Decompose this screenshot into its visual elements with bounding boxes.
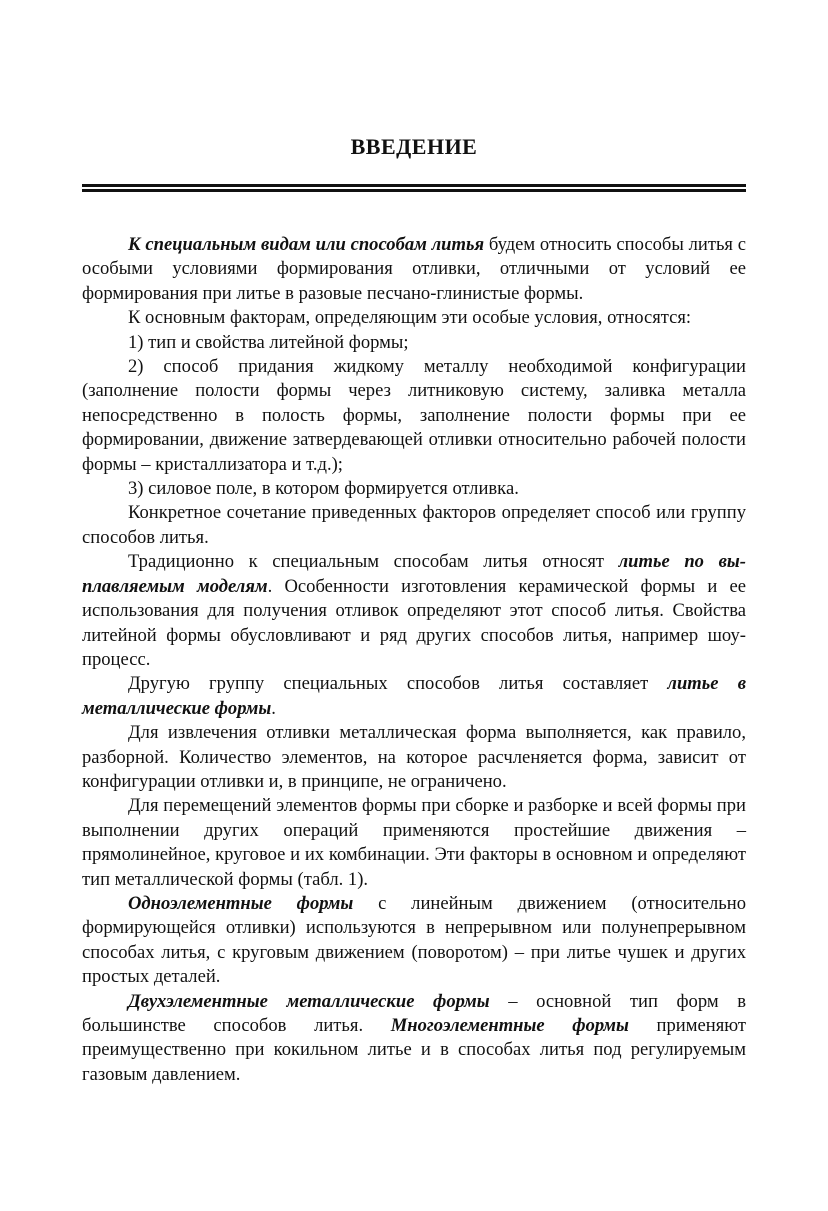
body-text <box>82 233 746 1087</box>
text: с линейным движением (относительно формирующейся отливки) используются в непрерывном или полунепрерывном способах литья, с круговым движением (поворотом) – при литье чушек и других простых деталей. <box>82 892 746 988</box>
text: . <box>271 697 276 719</box>
emphasis: литье в металлические формы <box>82 673 747 719</box>
text: . Особенности изготовления керамической формы и ее использования для получения отливок определяют этот способ литья. Свойства литейной формы обусловливают и ряд других способов литья, например шоу-процесс. <box>82 575 746 670</box>
list-item-3: 3) силовое поле, в котором формируется отливка. <box>128 478 519 500</box>
list-item-1: 1) тип и свойства литейной формы; <box>128 331 409 353</box>
emphasis: К специальным видам или способам литья <box>128 234 485 255</box>
paragraph-12 <box>82 990 746 1088</box>
list-item-2: 2) способ придания жидкому металлу необходимой конфигурации (заполнение полости формы через литниковую систему, заливка металла непосредственно в полость формы, заполнение полости формы при ее формировании, движение затвердевающей отливки относительно рабочей полости формы – кристаллизатора и т.д.); <box>82 356 746 475</box>
paragraph-8 <box>82 672 746 721</box>
title-double-rule <box>82 184 746 192</box>
page-title: ВВЕДЕНИЕ <box>350 134 478 159</box>
emphasis: Многоэлементные формы <box>390 1015 629 1036</box>
paragraph-6: Конкретное сочетание приведенных факторов определяет способ или группу способов литья. <box>82 502 746 548</box>
emphasis: Одноэлементные формы <box>128 892 354 914</box>
text: – основной тип форм в большинстве способов литья. <box>82 990 746 1036</box>
paragraph-1 <box>82 233 746 306</box>
paragraph-2: К основным факторам, определяющим эти особые условия, относятся: <box>128 307 692 329</box>
paragraph-11 <box>82 892 746 990</box>
text: Другую группу специальных способов литья составляет <box>128 673 668 695</box>
text: будем относить способы литья с особыми условиями формирования отливки, отличными от условий ее формирования при литье в разовые песчано-глинистые формы. <box>82 234 746 304</box>
emphasis: литье по выплавляемым моделям <box>82 551 746 597</box>
emphasis: Двухэлементные металлические формы <box>128 990 490 1012</box>
text: Традиционно к специальным способам литья относят <box>128 551 619 573</box>
paragraph-9: Для извлечения отливки металлическая форма выполняется, как правило, разборной. Количество элементов, на которое расчленяется форма, зависит от конфигурации отливки и, в принципе, не ограничено. <box>82 722 746 792</box>
paragraph-10: Для перемещений элементов формы при сборке и разборке и всей формы при выполнении других операций применяются простейшие движения – прямолинейное, круговое и их комбинации. Эти факторы в основном и определяют тип металлической формы (табл. 1). <box>82 795 746 890</box>
paragraph-7 <box>82 550 746 672</box>
text: применяют преимущественно при кокильном литье и в способах литья под регулируемым газовым давлением. <box>82 1015 747 1085</box>
